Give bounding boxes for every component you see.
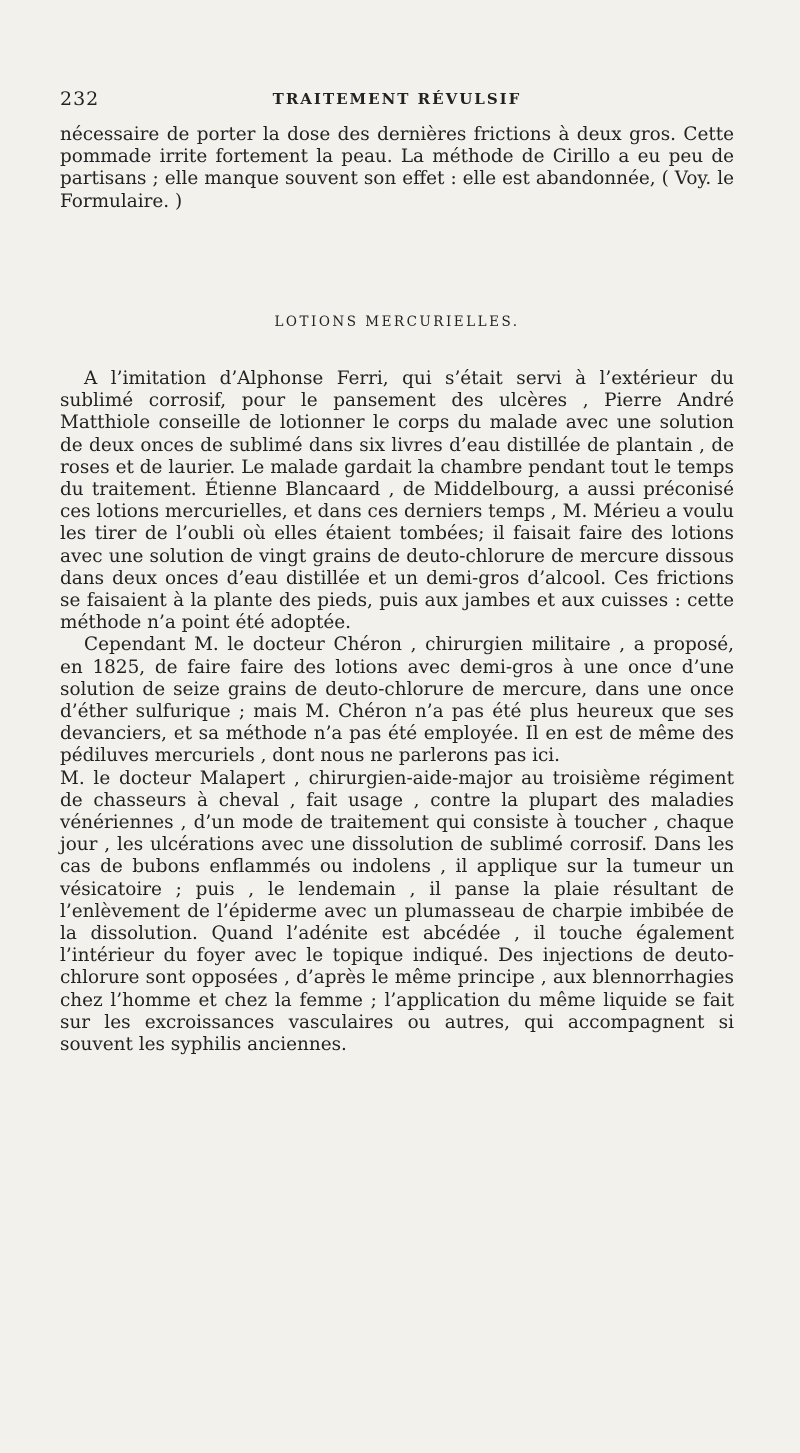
section-heading: LOTIONS MERCURIELLES. bbox=[274, 314, 520, 330]
paragraph: M. le docteur Malapert , chirurgien-aide-major au troisième régiment de chasseurs à cheval , fait usage , contre la plupart des maladies vénériennes , d’un mode de traitement qui consiste à toucher , chaque jour , les ulcérations avec une dissolution de sublimé corrosif. Dans les cas de bubons enflammés ou indolens , il applique sur la tumeur un vésicatoire ; puis , le lendemain , il panse la plaie résultant de l’enlèvement de l’épiderme avec un plumasseau de charpie imbibée de la dissolution. Quand l’adénite est abcédée , il touche également l’intérieur du foyer avec le topique indiqué. Des injections de deuto-chlorure sont opposées , d’après le même principe , aux blennorrhagies chez l’homme et chez la femme ; l’application du même liquide se fait sur les excroissances vasculaires ou autres, qui accompagnent si souvent les syphilis anciennes. bbox=[60, 767, 734, 1056]
running-title: TRAITEMENT RÉVULSIF bbox=[272, 90, 522, 108]
page-header bbox=[60, 88, 734, 112]
paragraph-continuation: nécessaire de porter la dose des dernières frictions à deux gros. Cette pommade irrite fortement la peau. La méthode de Cirillo a eu peu de partisans ; elle manque souvent son effet : elle est abandonnée, ( Voy. le Formulaire. ) bbox=[60, 124, 734, 212]
section-body bbox=[60, 368, 734, 1056]
page-number: 232 bbox=[60, 88, 100, 110]
paragraph: Cependant M. le docteur Chéron , chirurgien militaire , a proposé, en 1825, de faire faire des lotions avec demi-gros à une once d’une solution de seize grains de deuto-chlorure de mercure, dans une once d’éther sulfurique ; mais M. Chéron n’a pas été plus heureux que ses devanciers, et sa méthode n’a pas été employée. Il en est de même des pédiluves mercuriels , dont nous ne parlerons pas ici. bbox=[60, 634, 734, 767]
paragraph: A l’imitation d’Alphonse Ferri, qui s’était servi à l’extérieur du sublimé corrosif, pour le pansement des ulcères , Pierre André Matthiole conseille de lotionner le corps du malade avec une solution de deux onces de sublimé dans six livres d’eau distillée de plantain , de roses et de laurier. Le malade gardait la chambre pendant tout le temps du traitement. Étienne Blancaard , de Middelbourg, a aussi préconisé ces lotions mercurielles, et dans ces derniers temps , M. Mérieu a voulu les tirer de l’oubli où elles étaient tombées; il faisait faire des lotions avec une solution de vingt grains de deuto-chlorure de mercure dissous dans deux onces d’eau distillée et un demi-gros d’alcool. Ces frictions se faisaient à la plante des pieds, puis aux jambes et aux cuisses : cette méthode n’a point été adoptée. bbox=[60, 368, 734, 634]
